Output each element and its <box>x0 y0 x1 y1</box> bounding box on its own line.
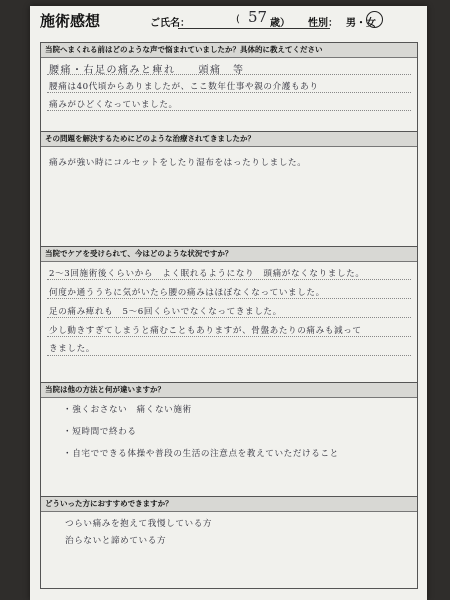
question-heading: 当院でケアを受けられて、今はどのような状況ですか？ <box>41 247 417 262</box>
age-paren-open: ( <box>236 14 240 25</box>
answer-rule <box>47 317 411 318</box>
gender-label: 性別： <box>308 18 338 29</box>
gender-selected-circle <box>366 11 383 28</box>
survey-form <box>40 42 418 589</box>
question-heading: 当院へまくれる前はどのような声で悩まれていましたか？具体的に教えてください <box>41 43 417 58</box>
answer-line: つらい痛みを抱えて我慢している方 <box>65 519 213 529</box>
answer-line: ・短時間で終わる <box>63 427 137 437</box>
gender-options: 男・女 <box>346 18 376 29</box>
answer-rule <box>47 92 411 93</box>
answer-line: 痛みがひどくなっていました。 <box>49 100 178 110</box>
section-differences <box>41 382 417 497</box>
answer-line: 腰痛・右足の痛みと痺れ 頭痛 等 <box>49 65 245 76</box>
answer-line: 腰痛は40代頃からありましたが、ここ数年仕事や親の介護もあり <box>49 82 319 92</box>
answer-line: ・強くおさない 痛くない施術 <box>63 405 192 415</box>
section-past-treatment <box>41 131 417 247</box>
name-label: ご氏名： <box>150 18 190 29</box>
age-value: 57 <box>248 8 268 26</box>
answer-line: 少し動きすぎてしまうと痛むこともありますが、骨盤あたりの痛みも減って <box>49 326 362 336</box>
answer-rule <box>47 298 411 299</box>
answer-line: 足の痛み痺れも 5～6回くらいでなくなってきました。 <box>49 307 282 317</box>
question-heading: その問題を解決するためにどのような治療されてきましたか？ <box>41 132 417 147</box>
answer-rule <box>47 110 411 111</box>
answer-rule <box>47 336 411 337</box>
answer-rule <box>47 279 411 280</box>
section-recommendation <box>41 496 417 589</box>
question-heading: どういった方におすすめできますか？ <box>41 497 417 512</box>
age-unit: 歳） <box>270 18 290 29</box>
answer-line: 何度か通ううちに気がいたら腰の痛みはほぼなくなっていました。 <box>49 288 325 298</box>
answer-line: 2～3回施術後くらいから よく眠れるようになり 頭痛がなくなりました。 <box>49 269 365 279</box>
question-heading: 当院は他の方法と何が違いますか？ <box>41 383 417 398</box>
section-current-state <box>41 246 417 383</box>
survey-paper <box>30 6 427 600</box>
answer-rule <box>47 355 411 356</box>
form-title: 施術感想 <box>40 12 101 30</box>
answer-line: 治らないと諦めている方 <box>65 536 167 546</box>
answer-line: ・自宅でできる体操や普段の生活の注意点を教えていただけること <box>63 449 339 459</box>
section-before-visit <box>41 43 417 131</box>
answer-line: 痛みが強い時にコルセットをしたり湿布をはったりしました。 <box>49 158 307 168</box>
answer-line: きました。 <box>49 344 95 354</box>
